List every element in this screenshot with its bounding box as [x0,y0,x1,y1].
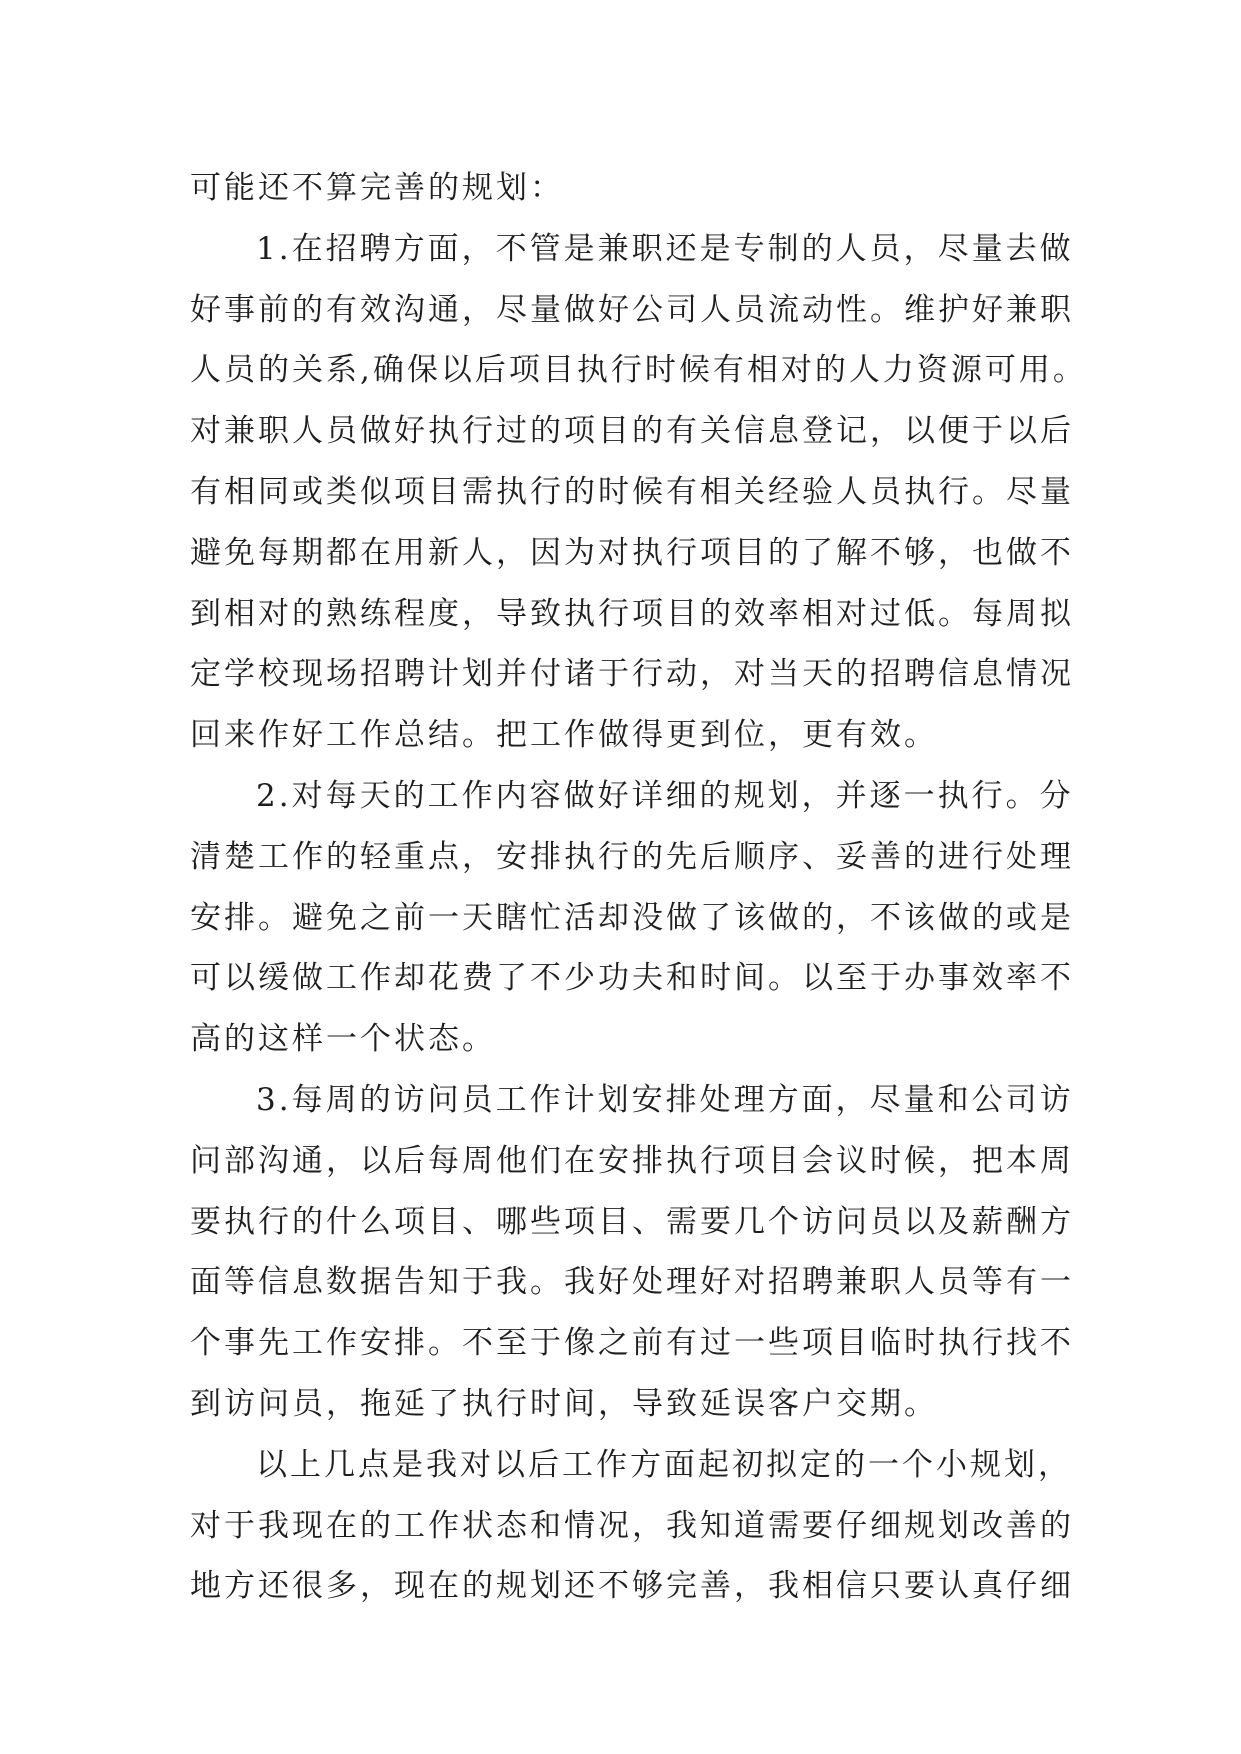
text-line: 避免每期都在用新人，因为对执行项目的了解不够，也做不 [190,534,1074,571]
text-line: 3.每周的访问员工作计划安排处理方面，尽量和公司访 [256,1081,1074,1118]
text-line: 对兼职人员做好执行过的项目的有关信息登记，以便于以后 [190,413,1074,450]
text-line: 好事前的有效沟通，尽量做好公司人员流动性。维护好兼职 [190,291,1074,328]
text-line: 安排。避免之前一天瞎忙活却没做了该做的，不该做的或是 [190,899,1074,936]
text-line: 可以缓做工作却花费了不少功夫和时间。以至于办事效率不 [190,960,1074,997]
text-line: 到相对的熟练程度，导致执行项目的效率相对过低。每周拟 [190,595,1074,632]
text-line: 问部沟通，以后每周他们在安排执行项目会议时候，把本周 [190,1142,1074,1179]
text-line: 有相同或类似项目需执行的时候有相关经验人员执行。尽量 [190,473,1074,510]
text-line: 对于我现在的工作状态和情况，我知道需要仔细规划改善的 [190,1507,1074,1544]
text-line: 到访问员，拖延了执行时间，导致延误客户交期。 [190,1385,938,1422]
text-line: 高的这样一个状态。 [190,1021,496,1058]
text-line: 面等信息数据告知于我。我好处理好对招聘兼职人员等有一 [190,1264,1074,1301]
text-line: 2.对每天的工作内容做好详细的规划，并逐一执行。分 [256,777,1074,814]
text-line: 可能还不算完善的规划： [190,170,564,206]
text-line: 要执行的什么项目、哪些项目、需要几个访问员以及薪酬方 [190,1203,1074,1240]
text-line: 定学校现场招聘计划并付诸于行动，对当天的招聘信息情况 [190,656,1074,693]
text-line: 地方还很多，现在的规划还不够完善，我相信只要认真仔细 [190,1568,1074,1605]
text-line: 清楚工作的轻重点，安排执行的先后顺序、妥善的进行处理 [190,838,1074,875]
text-line: 个事先工作安排。不至于像之前有过一些项目临时执行找不 [190,1325,1074,1362]
body-text [190,158,1087,1617]
text-line: 人员的关系,确保以后项目执行时候有相对的人力资源可用。 [190,352,1087,389]
text-line: 1.在招聘方面，不管是兼职还是专制的人员，尽量去做 [256,230,1074,267]
text-line: 以上几点是我对以后工作方面起初拟定的一个小规划， [256,1446,1072,1483]
text-line: 回来作好工作总结。把工作做得更到位，更有效。 [190,717,938,754]
